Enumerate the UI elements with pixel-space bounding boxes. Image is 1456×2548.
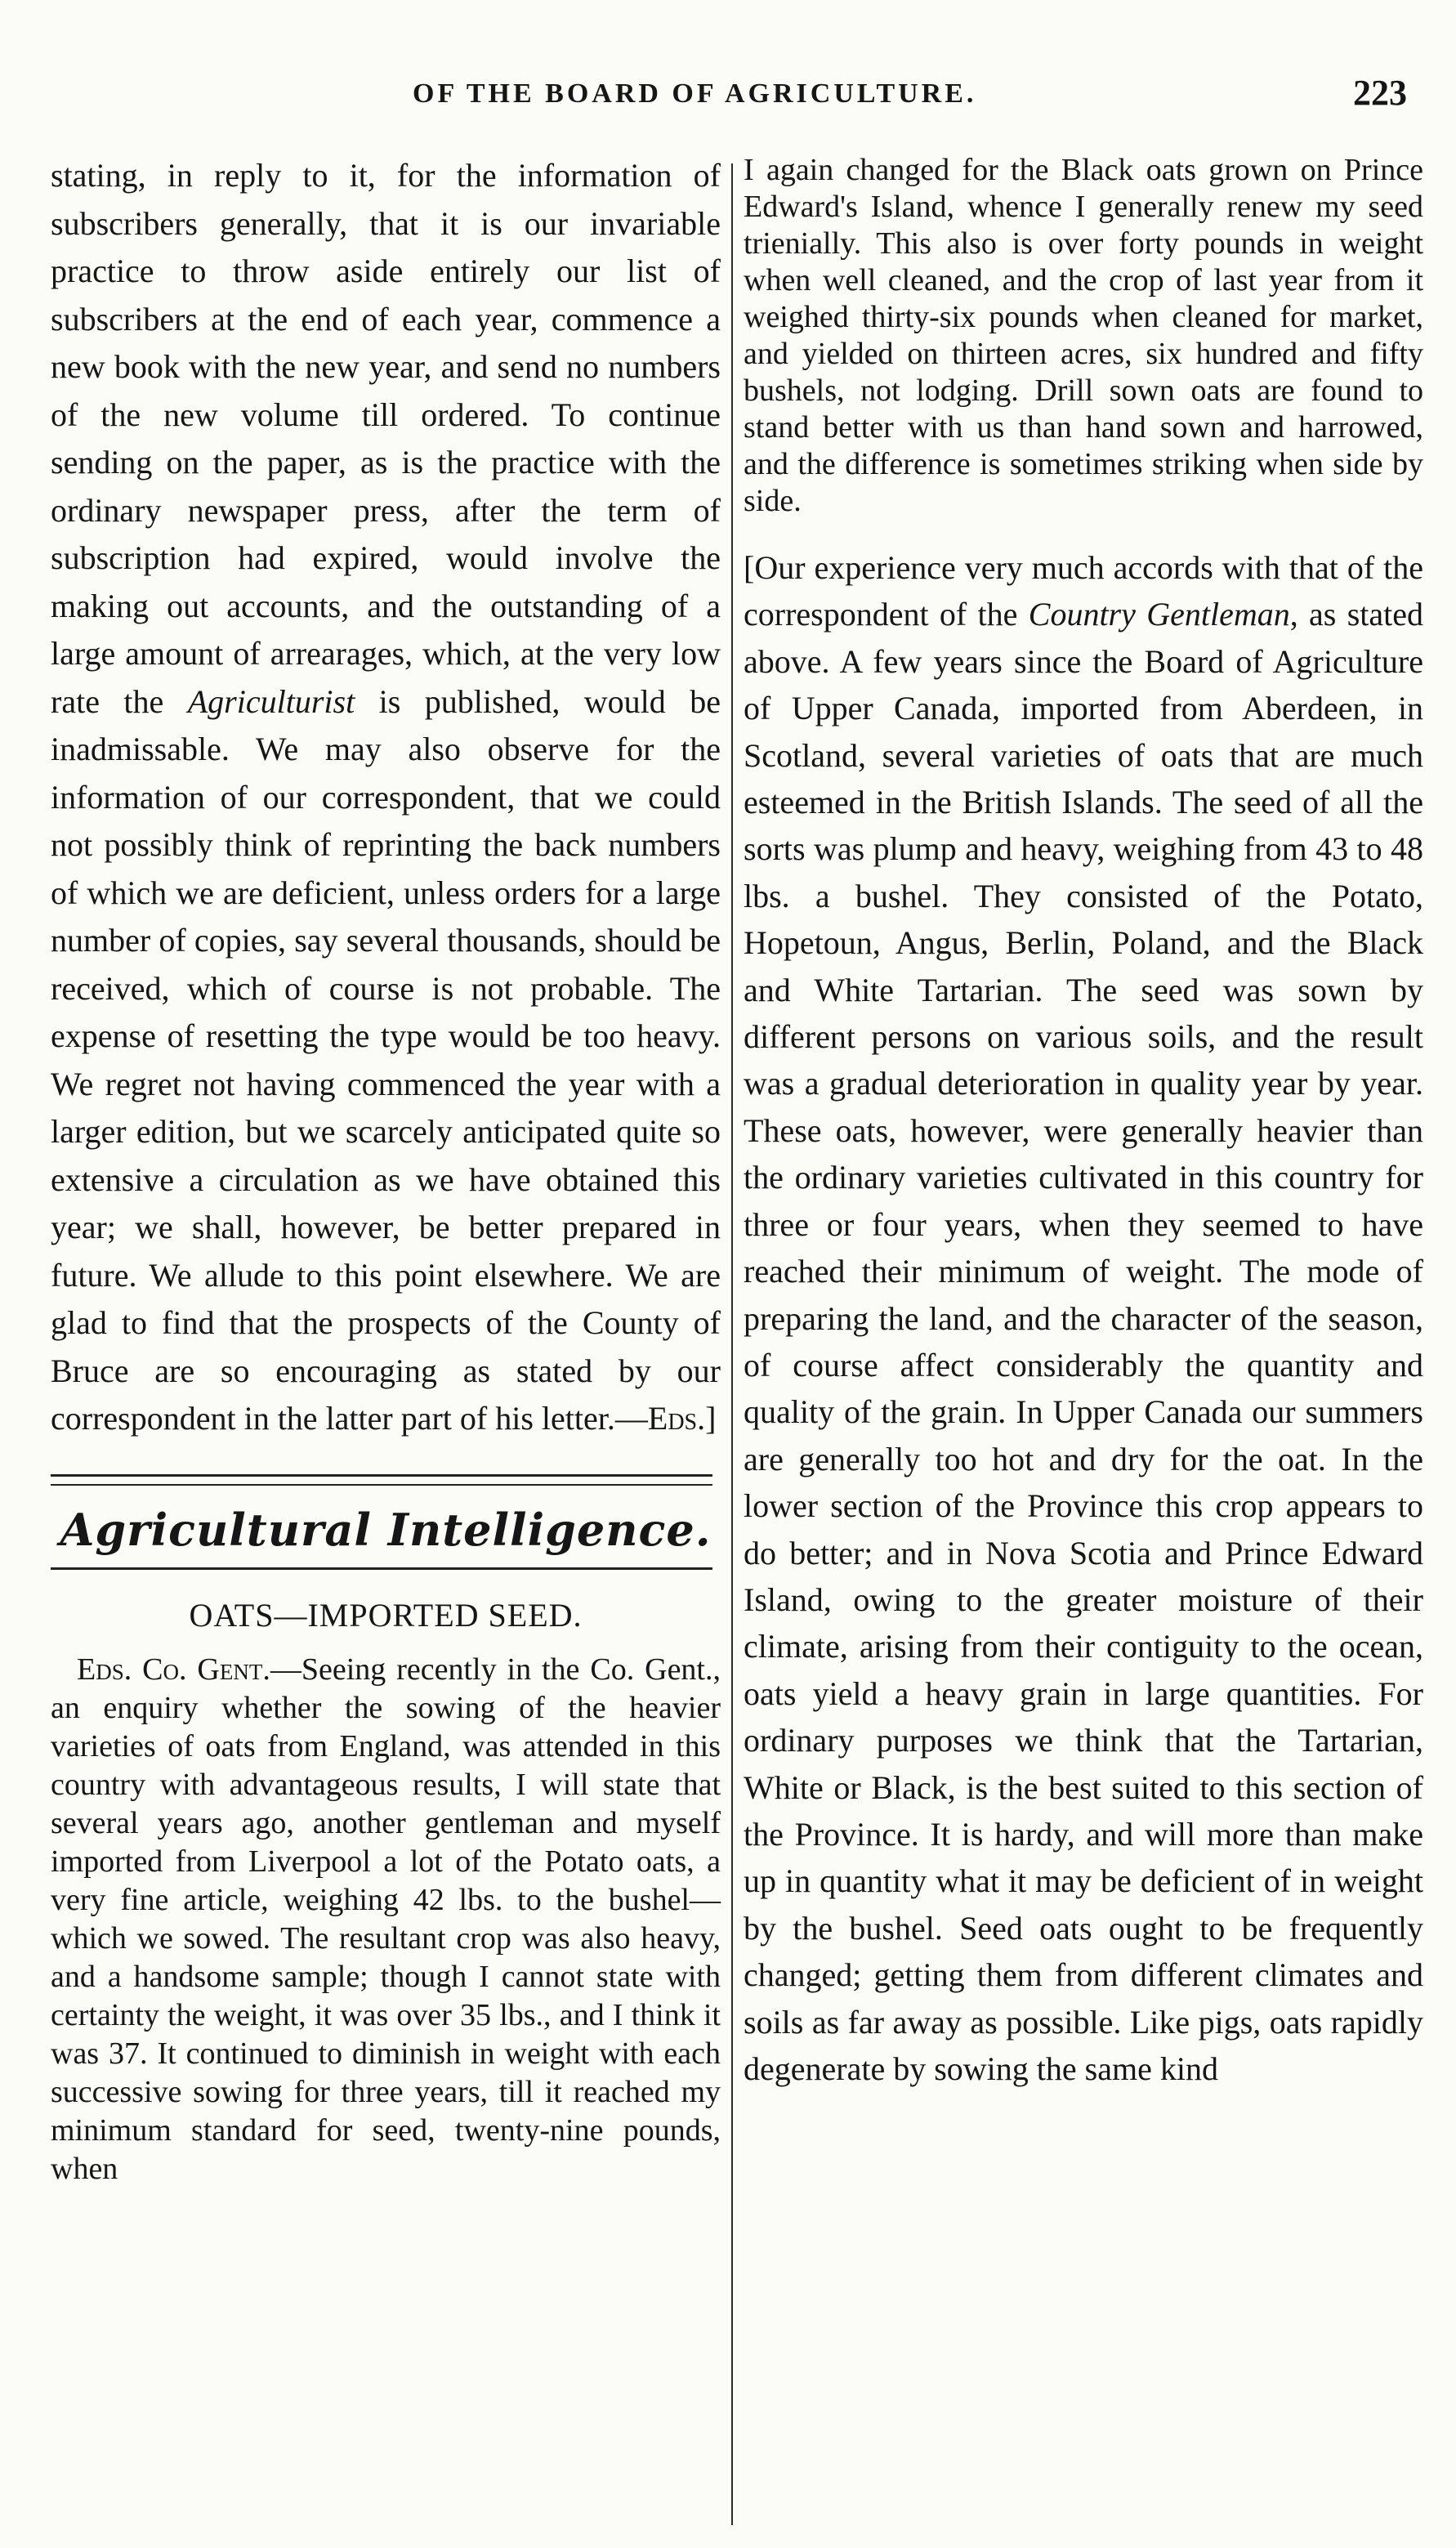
note-text-2: , as stated above. A few years since the Board of Agriculture of Upper Canada, imported from Aberdeen, in Scotland, several varieties of oats that are much esteemed in the British Islands. The seed of all the sorts was plump and heavy, weighing from 43 to 48 lbs. a bushel. They consisted of the Potato, Hopetoun, Angus, Berlin, Poland, and the Black and White Tartarian. The seed was sown by different persons on various soils, and the result was a gradual deterioration in quality year by year. These oats, however, were generally heavier than the ordinary varieties cultivated in this country for three or four years, when they seemed to have reached their minimum of weight. The mode of preparing the land, and the character of the season, of course affect considerably the quantity and quality of the grain. In Upper Canada our summers are generally too hot and dry for the oat. In the lower section of the Province this crop appears to do better; and in Nova Scotia and Prince Edward Island, owing to the greater moisture of their climate, arising from their contiguity to the ocean, oats yield a heavy grain in large quantities. For ordinary purposes we think that the Tartarian, White or Black, is the best suited to this section of the Province. It is hardy, and will more than make up in quantity what it may be deficient of in weight by the bushel. Seed oats ought to be frequently changed; getting them from different climates and soils as far away as possible. Like pigs, oats rapidly degenerate by sowing the same kind — [744, 596, 1423, 2087]
section-double-rule — [51, 1474, 712, 1486]
letter-continued-paragraph: I again changed for the Black oats grown on Prince Edward's Island, whence I generally renew my seed trienially. This also is over forty pounds in weight when well cleaned, and the crop of last year from it weighed thirty-six pounds when cleaned for market, and yielded on thirteen acres, six hundred and fifty bushels, not lodging. Drill sown oats are found to stand better with us than hand sown and harrowed, and the difference is sometimes striking when side by side. — [744, 153, 1423, 518]
article-title: OATS—IMPORTED SEED. — [189, 1596, 583, 1634]
editor-reply-paragraph — [51, 152, 721, 1443]
reply-italic-title: Agriculturist — [187, 682, 355, 720]
running-header: OF THE BOARD OF AGRICULTURE. — [413, 78, 977, 109]
letter-salutation: Eds. Co. Gent. — [77, 1652, 270, 1687]
left-column — [51, 152, 721, 2188]
reply-text-2: is published, would be inadmissable. We may also observe for the information of our correspondent, that we could not possibly think of reprinting the back numbers of which we are deficient, unless orders for a large number of copies, say several thousands, should be received, which of course is not probable. The expense of resetting the type would be too heavy. We regret not having commenced the year with a larger edition, but we scarcely anticipated quite so extensive a circulation as we have obtained this year; we shall, however, be better prepared in future. We allude to this point elsewhere. We are glad to find that the prospects of the County of Bruce are so encouraging as stated by our correspondent in the latter part of his letter.— — [51, 682, 721, 1437]
letter-text: —Seeing recently in the Co. Gent., an enquiry whether the sowing of the heavier varieties of oats from England, was attended in this country with advantageous results, I will state that several years ago, another gentleman and myself imported from Liverpool a lot of the Potato oats, a very fine article, weighing 42 lbs. to the bushel—which we sowed. The resultant crop was also heavy, and a handsome sample; though I cannot state with certainty the weight, it was over 35 lbs., and I think it was 37. It continued to diminish in weight with each successive sowing for three years, till it reached my minimum standard for seed, twenty-nine pounds, when — [51, 1652, 721, 2186]
section-heading: Agricultural Intelligence. — [60, 1503, 712, 1556]
editor-note-paragraph — [744, 544, 1423, 2092]
reply-signature: Eds.] — [647, 1400, 717, 1437]
reply-text-1: stating, in reply to it, for the information of subscribers generally, that it is our invariable practice to throw aside entirely our list of subscribers at the end of each year, commence a new book with the new year, and send no numbers of the new volume till ordered. To continue sending on the paper, as is the practice with the ordinary newspaper press, after the term of subscription had expired, would involve the making out accounts, and the outstanding of a large amount of arrearages, which, at the very low rate the — [51, 157, 721, 720]
right-column — [744, 152, 1423, 2092]
section-rule — [51, 1567, 712, 1570]
letter-paragraph — [51, 1651, 721, 2188]
page-number: 223 — [1353, 73, 1407, 113]
note-italic-title: Country Gentleman — [1028, 596, 1290, 633]
note-text-1: [Our experience very much accords with that of the correspondent of the — [744, 549, 1423, 633]
column-divider — [731, 163, 733, 2525]
